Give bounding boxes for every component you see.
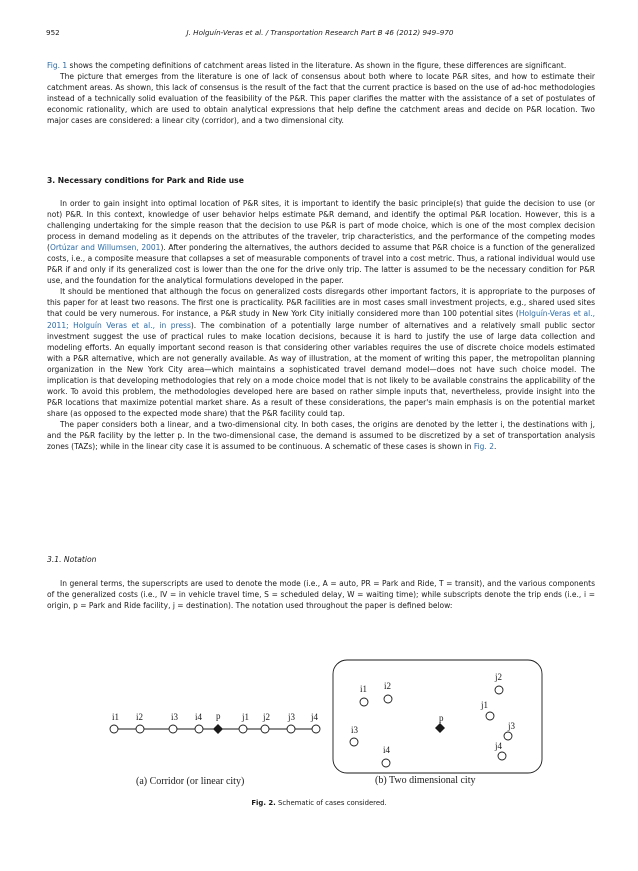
city-label-j2: j2 xyxy=(495,672,503,682)
journal-citation: J. Holguín-Veras et al. / Transportation Research Part B 46 (2012) 949–970 xyxy=(186,28,454,37)
city-node-j3 xyxy=(504,732,512,740)
intro-paragraph-1: Fig. 1 shows the competing definitions of catchment areas listed in the literature. As shown in the figure, these differences are significant. xyxy=(47,61,567,70)
corridor-node-i2 xyxy=(136,725,144,733)
running-header xyxy=(46,28,594,42)
section-3-paragraph-2: It should be mentioned that although the focus on generalized costs disregards other important factors, it is appropriate to the purposes of this paper for at least two reasons. The first one is practicality. P&R facilities are in most cases small investment projects, e.g., shared used sites that could be very numerous. For instance, a P&R study in New York City initially considered more than 100 potential sites (Holguín-Veras et al., 2011; Holguín Veras et al., in press). The combination of a potentially large number of alternatives and a relatively small public sector investment suggest the use of practical rules to make location decisions, because it is hard to justify the use of large data collection and modeling efforts. An equally important second reason is that considering other variables requires the use of discrete choice models estimated with a P&R alternative, which are not generally available. As way of illustration, at the moment of writing this paper, the metropolitan planning organization in the New York City area—which maintains a sophisticated travel demand model—does not have such choice model. The implication is that developing methodologies that rely on a mode choice model that is not likely to be available constrains the applicability of the work. To avoid this problem, the methodologies developed here are based on rather simple inputs that, nevertheless, provide insight into the P&R locations that maximize potential market share. As a result of these considerations, the paper's main emphasis is on the potential market share (as opposed to the expected mode share) that the P&R facility could tap. xyxy=(47,287,596,418)
city-label-j3: j3 xyxy=(508,721,516,731)
corridor-node-p xyxy=(213,724,223,734)
section-3-text xyxy=(47,198,595,452)
section-3-1-text xyxy=(47,578,595,611)
corridor-labels xyxy=(112,711,319,722)
city-node-i3 xyxy=(350,738,358,746)
notation-paragraph: In general terms, the superscripts are used to denote the mode (i.e., A = auto, PR = Park and Ride, T = transit), and the various components of the generalized costs (i.e., IV = in vehicle travel time, S = scheduled delay, W = waiting time); while subscripts denote the trip ends (i.e., i = origin, p = Park and Ride facility, j = destination). The notation used throughout the paper is defined below: xyxy=(47,579,595,611)
ortuzar-citation-link[interactable]: Ortúzar and Willumsen, 2001 xyxy=(49,243,161,253)
city-node-i1 xyxy=(360,698,368,706)
section-3-paragraph-3: The paper considers both a linear, and a two-dimensional city. In both cases, the origins are denoted by the letter i, the destinations with j, and the P&R facility by the letter p. In the two-dimensional case, the demand is assumed to be discretized by a set of transportation analysis zones (TAZs); while in the linear city case it is assumed to be continuous. A schematic of these cases is shown in Fig. 2. xyxy=(47,419,595,452)
corridor-label-i4: i4 xyxy=(195,712,203,722)
page-number: 952 xyxy=(46,28,60,37)
corridor-node-j1 xyxy=(239,725,247,733)
corridor-diagram xyxy=(110,711,320,734)
corridor-node-j3 xyxy=(287,725,295,733)
corridor-label-j4: j4 xyxy=(311,712,319,722)
corridor-label-j3: j3 xyxy=(288,712,296,722)
caption-two-dimensional: (b) Two dimensional city xyxy=(375,775,476,786)
city-label-j1: j1 xyxy=(481,700,489,710)
city-label-i2: i2 xyxy=(384,681,392,691)
corridor-nodes xyxy=(110,724,320,734)
city-label-i4: i4 xyxy=(383,745,391,755)
figure-2-caption-text: Schematic of cases considered. xyxy=(275,799,387,807)
two-dimensional-diagram xyxy=(333,660,542,773)
city-label-p: p xyxy=(439,713,444,723)
intro-paragraph-2: The picture that emerges from the literature is one of lack of consensus about both where to locate P&R sites, and how to estimate their catchment areas. As shown, this lack of consensus is the result of the fact that the current practice is based on the use of ad-hoc methodologies instead of a technically solid evaluation of the feasibility of the P&R. This paper clarifies the matter with the assistance of a set of postulates of economic rationality, which are used to obtain analytical expressions that help define the catchment areas and decide on P&R location. Two major cases are considered: a linear city (corridor), and a two dimensional city. xyxy=(47,72,595,126)
corridor-label-i2: i2 xyxy=(136,712,144,722)
city-node-p xyxy=(435,723,445,733)
city-boundary xyxy=(333,660,542,773)
section-3-heading: 3. Necessary conditions for Park and Ride use xyxy=(47,176,244,185)
figure-2 xyxy=(88,656,543,819)
corridor-node-i1 xyxy=(110,725,118,733)
city-label-i1: i1 xyxy=(360,684,368,694)
city-label-j4: j4 xyxy=(495,741,503,751)
figure-2-caption-label: Fig. 2. xyxy=(251,799,276,807)
caption-corridor: (a) Corridor (or linear city) xyxy=(136,776,245,787)
fig1-link[interactable]: Fig. 1 xyxy=(47,61,68,70)
figure-2-schematic xyxy=(88,656,543,819)
city-node-j2 xyxy=(495,686,503,694)
section-3-1-heading: 3.1. Notation xyxy=(47,555,97,564)
corridor-label-j2: j2 xyxy=(263,712,271,722)
corridor-node-i4 xyxy=(195,725,203,733)
corridor-node-i3 xyxy=(169,725,177,733)
intro-text xyxy=(47,60,595,126)
corridor-node-j2 xyxy=(261,725,269,733)
corridor-label-i1: i1 xyxy=(112,712,120,722)
fig2-link[interactable]: Fig. 2 xyxy=(473,442,494,452)
city-node-j4 xyxy=(498,752,506,760)
figure-2-caption xyxy=(0,799,638,807)
corridor-label-i3: i3 xyxy=(171,712,179,722)
city-node-i4 xyxy=(382,759,390,767)
holguin-citation-link[interactable]: Holguín-Veras et al., 2011; Holguín Veras et al., in press xyxy=(47,309,596,330)
city-node-j1 xyxy=(486,712,494,720)
corridor-label-j1: j1 xyxy=(242,712,250,722)
city-node-i2 xyxy=(384,695,392,703)
corridor-node-j4 xyxy=(312,725,320,733)
city-label-i3: i3 xyxy=(351,725,359,735)
corridor-label-p: p xyxy=(216,711,221,721)
section-3-paragraph-1: In order to gain insight into optimal location of P&R sites, it is important to identify the basic principle(s) that guide the decision to use (or not) P&R. In this context, knowledge of user behavior helps estimate P&R demand, and identify the optimal P&R location. However, this is a challenging undertaking for the simple reason that the decision to use P&R is part of mode choice, which is one of the most complex decision process in demand modeling as it depends on the attributes of the traveler, trip characteristics, and the performance of the competing modes (Ortúzar and Willumsen, 2001). After pondering the alternatives, the authors decided to assume that P&R choice is a function of the generalized costs, i.e., a composite measure that collapses a set of measurable components of travel into a cost metric. Thus, a rational individual would use P&R if and only if its generalized cost is lower than the one for the drive only trip. The latter is assumed to be the necessary condition for P&R use, and the foundation for the analytical formulations developed in the paper. xyxy=(47,199,595,286)
